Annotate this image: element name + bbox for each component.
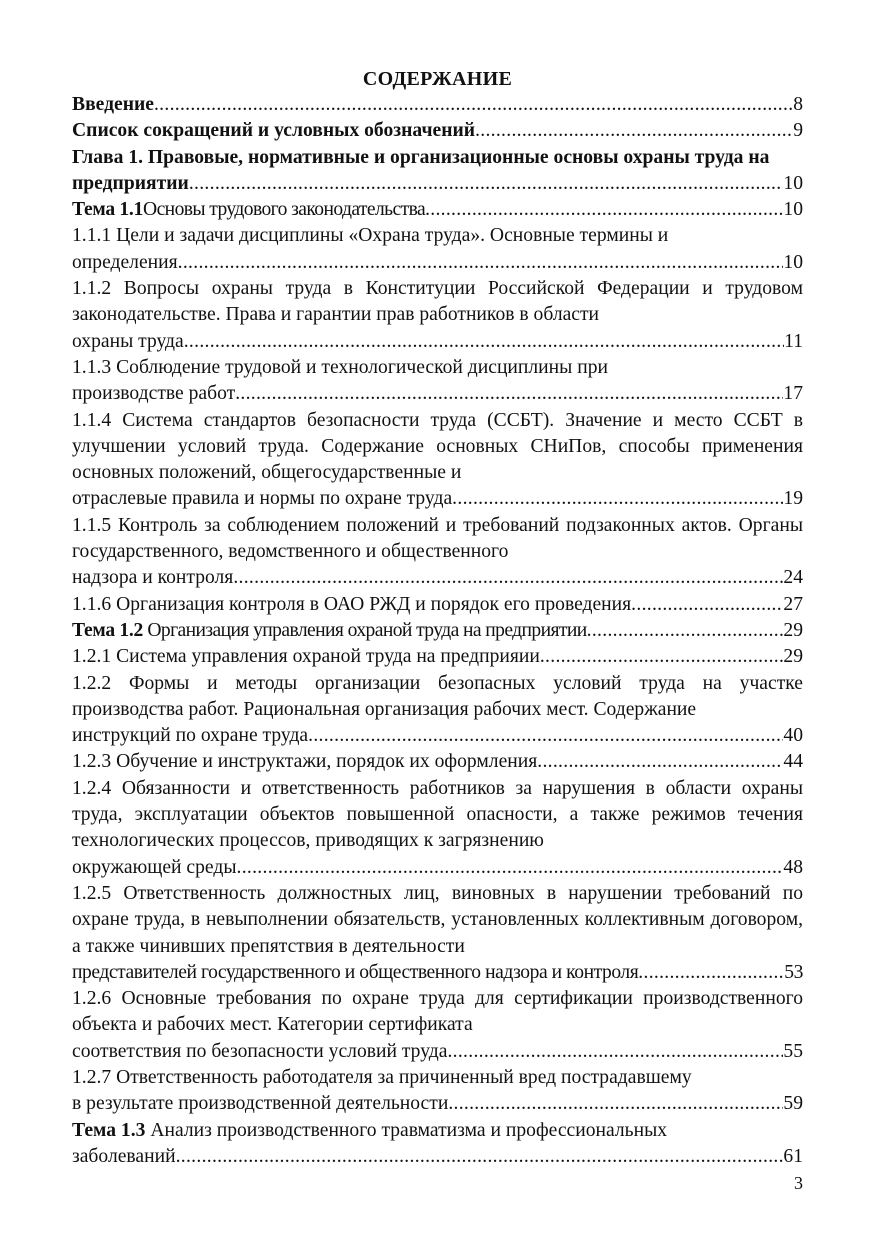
toc-entry-1-1-2 — [72, 276, 803, 355]
toc-entry-text: отраслевые правила и нормы по охране труда — [72, 488, 453, 510]
toc-entry-1-2-1 — [72, 644, 803, 670]
toc-entry-topic-1-1 — [72, 197, 803, 223]
toc-entry-lead: Тема 1.1 — [72, 199, 144, 221]
toc-entry-page: 10 — [783, 172, 803, 194]
toc-entry-prefix: 1.2.7 Ответственность работодателя за причиненный вред пострадавшему — [72, 1066, 692, 1088]
contents-title: СОДЕРЖАНИЕ — [362, 68, 513, 90]
toc-entry-text: 1.1.6 Организация контроля в ОАО РЖД и порядок его проведения — [72, 593, 632, 615]
toc-entry-1-1-4 — [72, 408, 803, 513]
toc-entry-prefix: 1.1.4 Система стандартов безопасности труда (ССБТ). Значение и место ССБТ в улучшении условий труда. Содержание основных СНиПов, способы применения основных положений, общегосударственные и — [72, 409, 803, 484]
document-page — [72, 66, 803, 1170]
toc-entry-text: 1.2.1 Система управления охраной труда на предприяии — [72, 646, 540, 668]
toc-entry-prefix-line — [72, 1118, 803, 1144]
page-number: 3 — [794, 1173, 803, 1193]
toc-entry-text: надзора и контроля — [72, 567, 234, 589]
toc-entry-prefix: 1.1.3 Соблюдение трудовой и технологической дисциплины при — [72, 356, 608, 378]
toc-entry-1-1-6 — [72, 592, 803, 618]
toc-entry-1-2-4 — [72, 776, 803, 881]
toc-entry-introduction — [72, 92, 803, 118]
toc-entry-prefix: 1.1.2 Вопросы охраны труда в Конституции Российской Федерации и трудовом законодательстве. Права и гарантии прав работников в области — [72, 278, 803, 326]
toc-entry-text: производстве работ — [72, 383, 236, 405]
toc-entry-topic-1-3 — [72, 1118, 803, 1171]
toc-entry-page: 40 — [783, 725, 803, 747]
toc-entry-1-1-5 — [72, 513, 803, 592]
toc-entry-abbreviations — [72, 118, 803, 144]
toc-entry-page: 48 — [783, 856, 803, 878]
toc-entry-text: Организация управления охраной труда на предприятии — [143, 619, 587, 641]
toc-entry-text: 1.2.3 Обучение и инструктажи, порядок их оформления — [72, 751, 538, 773]
toc-entry-page: 9 — [793, 120, 803, 142]
toc-entry-lead: Тема 1.2 — [72, 619, 144, 641]
toc-entry-page: 59 — [783, 1093, 803, 1115]
toc-entry-1-2-2 — [72, 671, 803, 750]
toc-entry-1-2-5 — [72, 881, 803, 986]
toc-entry-text: заболеваний — [72, 1145, 176, 1167]
toc-entry-text: охраны труда — [72, 330, 184, 352]
toc-entry-prefix: 1.1.5 Контроль за соблюдением положений и требований подзаконных актов. Органы государственного, ведомственного и общественного — [72, 514, 803, 563]
toc-entry-page: 27 — [783, 593, 803, 615]
toc-entry-1-2-7 — [72, 1065, 803, 1118]
toc-entry-page: 24 — [783, 567, 803, 589]
toc-entry-page: 44 — [783, 751, 803, 773]
toc-entry-text: определения — [72, 251, 178, 273]
toc-entry-prefix: 1.1.1 Цели и задачи дисциплины «Охрана труда». Основные термины и — [72, 225, 669, 247]
toc-entry-prefix: 1.2.5 Ответственность должностных лиц, виновных в нарушении требований по охране труда, в невыполнении обязательств, установленных коллективным договором, а также чинивших препятствия в деятельности — [72, 882, 803, 957]
toc-entry-lead: Тема 1.3 — [72, 1119, 146, 1141]
toc-entry-chapter-1 — [72, 145, 803, 198]
toc-entry-1-2-3 — [72, 749, 803, 775]
toc-entry-page: 29 — [783, 619, 803, 641]
toc-entry-text: инструкций по охране труда — [72, 725, 309, 747]
toc-entry-1-1-3 — [72, 355, 803, 408]
toc-entry-page: 29 — [783, 646, 803, 668]
toc-entry-prefix: 1.2.6 Основные требования по охране труда для сертификации производственного объекта и рабочих мест. Категории сертификата — [72, 988, 803, 1036]
toc-entry-text: Введение — [72, 94, 154, 115]
toc-entry-text: Основы трудового законодательства — [143, 199, 426, 221]
toc-entry-topic-1-2 — [72, 618, 803, 644]
toc-entry-page: 53 — [784, 961, 803, 983]
toc-entry-text: представителей государственного и общественного надзора и контроля — [72, 961, 639, 983]
toc-entry-prefix: Анализ производственного травматизма и профессиональных — [145, 1119, 668, 1141]
toc-entry-prefix: Глава 1. Правовые, нормативные и организационные основы охраны труда на — [72, 146, 770, 168]
toc-entry-page: 11 — [784, 330, 803, 352]
toc-entry-page: 61 — [783, 1145, 803, 1167]
toc-entry-page: 8 — [793, 94, 803, 115]
toc-entry-page: 10 — [783, 199, 803, 221]
toc-entry-text: в результате производственной деятельности — [72, 1093, 449, 1115]
toc-entry-text: соответствия по безопасности условий труда — [72, 1040, 448, 1062]
toc-entry-prefix: 1.2.4 Обязанности и ответственность работников за нарушения в области охраны труда, эксплуатации объектов повышенной опасности, а также режимов течения технологических процессов, приводящих к загрязнению — [72, 777, 803, 852]
toc-entry-text: окружающей среды — [72, 856, 237, 878]
toc-entry-page: 10 — [783, 251, 803, 273]
toc-entry-page: 17 — [783, 383, 803, 405]
toc-entry-text: предприятии — [72, 172, 189, 194]
toc-entry-prefix: 1.2.2 Формы и методы организации безопасных условий труда на участке производства работ. Рациональная организация рабочих мест. Содержание — [72, 672, 803, 720]
toc-entry-1-1-1 — [72, 223, 803, 276]
toc-entry-text: Список сокращений и условных обозначений — [72, 120, 476, 142]
toc-entry-page: 55 — [783, 1040, 803, 1062]
toc-entry-1-2-6 — [72, 986, 803, 1065]
toc-entry-page: 19 — [783, 488, 803, 510]
